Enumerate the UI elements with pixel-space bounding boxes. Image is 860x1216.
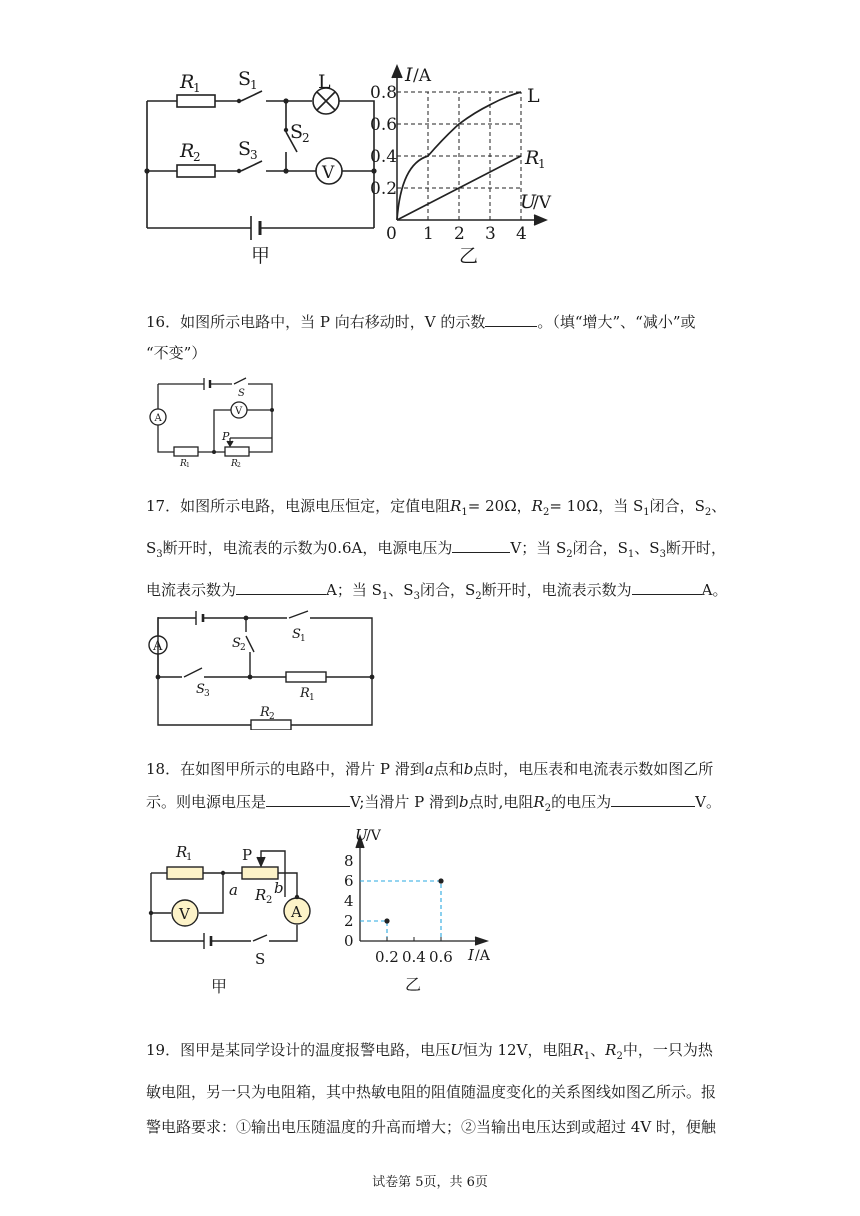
svg-text:1: 1 (186, 852, 193, 863)
page-footer: 试卷第 5页，共 6页 (372, 1175, 488, 1190)
q18-ammeter: A (291, 903, 302, 921)
svg-text:/A: /A (413, 66, 432, 86)
ui-ytick-label: 8 (344, 852, 354, 870)
question-18: 18．在如图甲所示的电路中，滑片 P 滑到a点和b点时，电压表和电流表示数如图乙所 示。则电源电压是 V;当滑片 P 滑到b点时,电阻$R_2$的电压为 V。 (146, 760, 721, 814)
svg-text:2: 2 (237, 462, 241, 468)
q18-caption-yi: 乙 (405, 975, 422, 994)
q17-blank-current-2[interactable] (632, 580, 702, 595)
q18-label-r2: R (255, 886, 267, 904)
ui-xtick-label: 0.4 (402, 948, 426, 966)
iu-ylabel: I (405, 64, 413, 86)
q17-label-s2: S (232, 636, 241, 651)
q18-blank-source-voltage[interactable] (266, 792, 350, 807)
q18-ui-graph (325, 826, 505, 996)
iu-xtick-label: 4 (516, 224, 527, 244)
iu-xtick-label: 0 (386, 224, 397, 244)
ui-xtick-label: 0.6 (429, 948, 453, 966)
iu-ytick-label: 0.6 (370, 115, 398, 135)
q16-label-r2: R (231, 459, 238, 468)
ui-ytick-label: 6 (344, 872, 354, 890)
question-19: 19．图甲是某同学设计的温度报警电路，电压U恒为 12V，电阻$R_1$、$R_2$中，一只为热 敏电阻，另一只为电阻箱，其中热敏电阻的阻值随温度变化的关系图线如图乙所示。报 警电路要求：①输出电压随温度的升高而增大；②当输出电压达到或超过 4V 时，便触 (146, 1041, 717, 1136)
q17-blank-voltage[interactable] (452, 538, 510, 553)
label-r2: R (180, 140, 195, 162)
q17-label-r2: R (260, 705, 270, 720)
svg-text:2: 2 (302, 131, 310, 145)
iu-ytick-label: 0.2 (370, 179, 398, 199)
svg-text:/A: /A (475, 948, 490, 964)
q18-blank-r2-voltage[interactable] (611, 792, 695, 807)
q15-circuit-jia (140, 60, 390, 270)
q17-label-s1: S (292, 627, 301, 642)
caption-yi: 乙 (459, 245, 479, 267)
iu-ytick-label: 0.4 (370, 147, 398, 167)
q17-label-r1: R (300, 686, 310, 701)
svg-text:1: 1 (538, 157, 546, 171)
label-s2: S (290, 121, 304, 143)
svg-text:2: 2 (240, 643, 246, 653)
svg-text:1: 1 (186, 462, 190, 468)
iu-xtick-label: 1 (423, 224, 434, 244)
q17-label-s3: S (196, 682, 205, 697)
q16-circuit (146, 372, 286, 468)
q18-label-p: P (242, 846, 253, 864)
svg-text:2: 2 (193, 150, 201, 164)
q17-ammeter: A (153, 639, 163, 654)
q15-iu-graph (365, 60, 565, 270)
q16-label-r1: R (180, 459, 187, 468)
caption-jia: 甲 (251, 245, 271, 267)
svg-text:1: 1 (300, 634, 306, 644)
q18-label-b: b (274, 879, 284, 897)
label-r1: R (180, 71, 195, 93)
q16-ammeter: A (154, 413, 162, 424)
iu-xtick-label: 2 (454, 224, 465, 244)
ui-xtick-label: 0.2 (375, 948, 399, 966)
q18-label-a: a (229, 881, 238, 899)
q18-caption-jia: 甲 (211, 977, 228, 996)
svg-text:1: 1 (250, 78, 258, 92)
line-label-r1: R (525, 147, 540, 169)
q18-circuit-jia (145, 835, 325, 1000)
q18-label-s: S (255, 950, 266, 968)
svg-text:3: 3 (204, 689, 210, 699)
svg-text:/V: /V (533, 193, 552, 213)
q16-label-s: S (238, 388, 245, 399)
ui-data-point (438, 878, 443, 883)
iu-xlabel: U (520, 191, 537, 213)
svg-text:1: 1 (309, 693, 315, 703)
voltmeter-symbol: V (322, 163, 335, 183)
iu-xtick-label: 3 (485, 224, 496, 244)
ui-ytick-label: 2 (344, 912, 354, 930)
q17-blank-current-1[interactable] (236, 580, 326, 595)
svg-text:3: 3 (250, 148, 258, 162)
ui-xlabel: I (468, 946, 474, 964)
ui-ylabel: U (355, 826, 368, 844)
svg-text:/V: /V (366, 828, 381, 844)
q17-circuit (142, 605, 382, 730)
svg-text:2: 2 (269, 712, 275, 722)
label-s1: S (238, 68, 252, 90)
question-16: 16．如图所示电路中，当 P 向右移动时，V 的示数 。（填“增大”、“减小”或 “不变”） (146, 313, 696, 362)
q18-label-r1: R (176, 843, 188, 861)
question-17: 17．如图所示电路，电源电压恒定，定值电阻$R_1= 20\Omega$，$R_2= 10\Omega$，当 $S_1$闭合，$S_2$、 $S_3$断开时，电流表的示数为0.6A，电源电压为 V；当 $S_2$闭合，$S_1$、$S_3$断开时， 电流表示数为 A；当 $S_1$、$S_3$闭合，$S_2$断开时，电流表示数为 A。 (146, 497, 728, 602)
ui-ytick-label: 4 (344, 892, 354, 910)
q16-answer-blank[interactable] (485, 312, 537, 327)
iu-ytick-label: 0.8 (370, 83, 398, 103)
ui-guide-line (360, 921, 387, 941)
label-s3: S (238, 138, 252, 160)
q16-label-p: P (222, 430, 230, 443)
ui-ytick-label: 0 (344, 932, 354, 950)
ui-guide-line (360, 881, 441, 941)
ui-data-point (384, 918, 389, 923)
svg-text:1: 1 (193, 81, 201, 95)
q18-voltmeter: V (179, 905, 190, 923)
curve-label-l: L (527, 85, 540, 107)
label-l: L (318, 71, 331, 93)
svg-text:2: 2 (266, 895, 273, 906)
q16-voltmeter: V (235, 406, 243, 417)
